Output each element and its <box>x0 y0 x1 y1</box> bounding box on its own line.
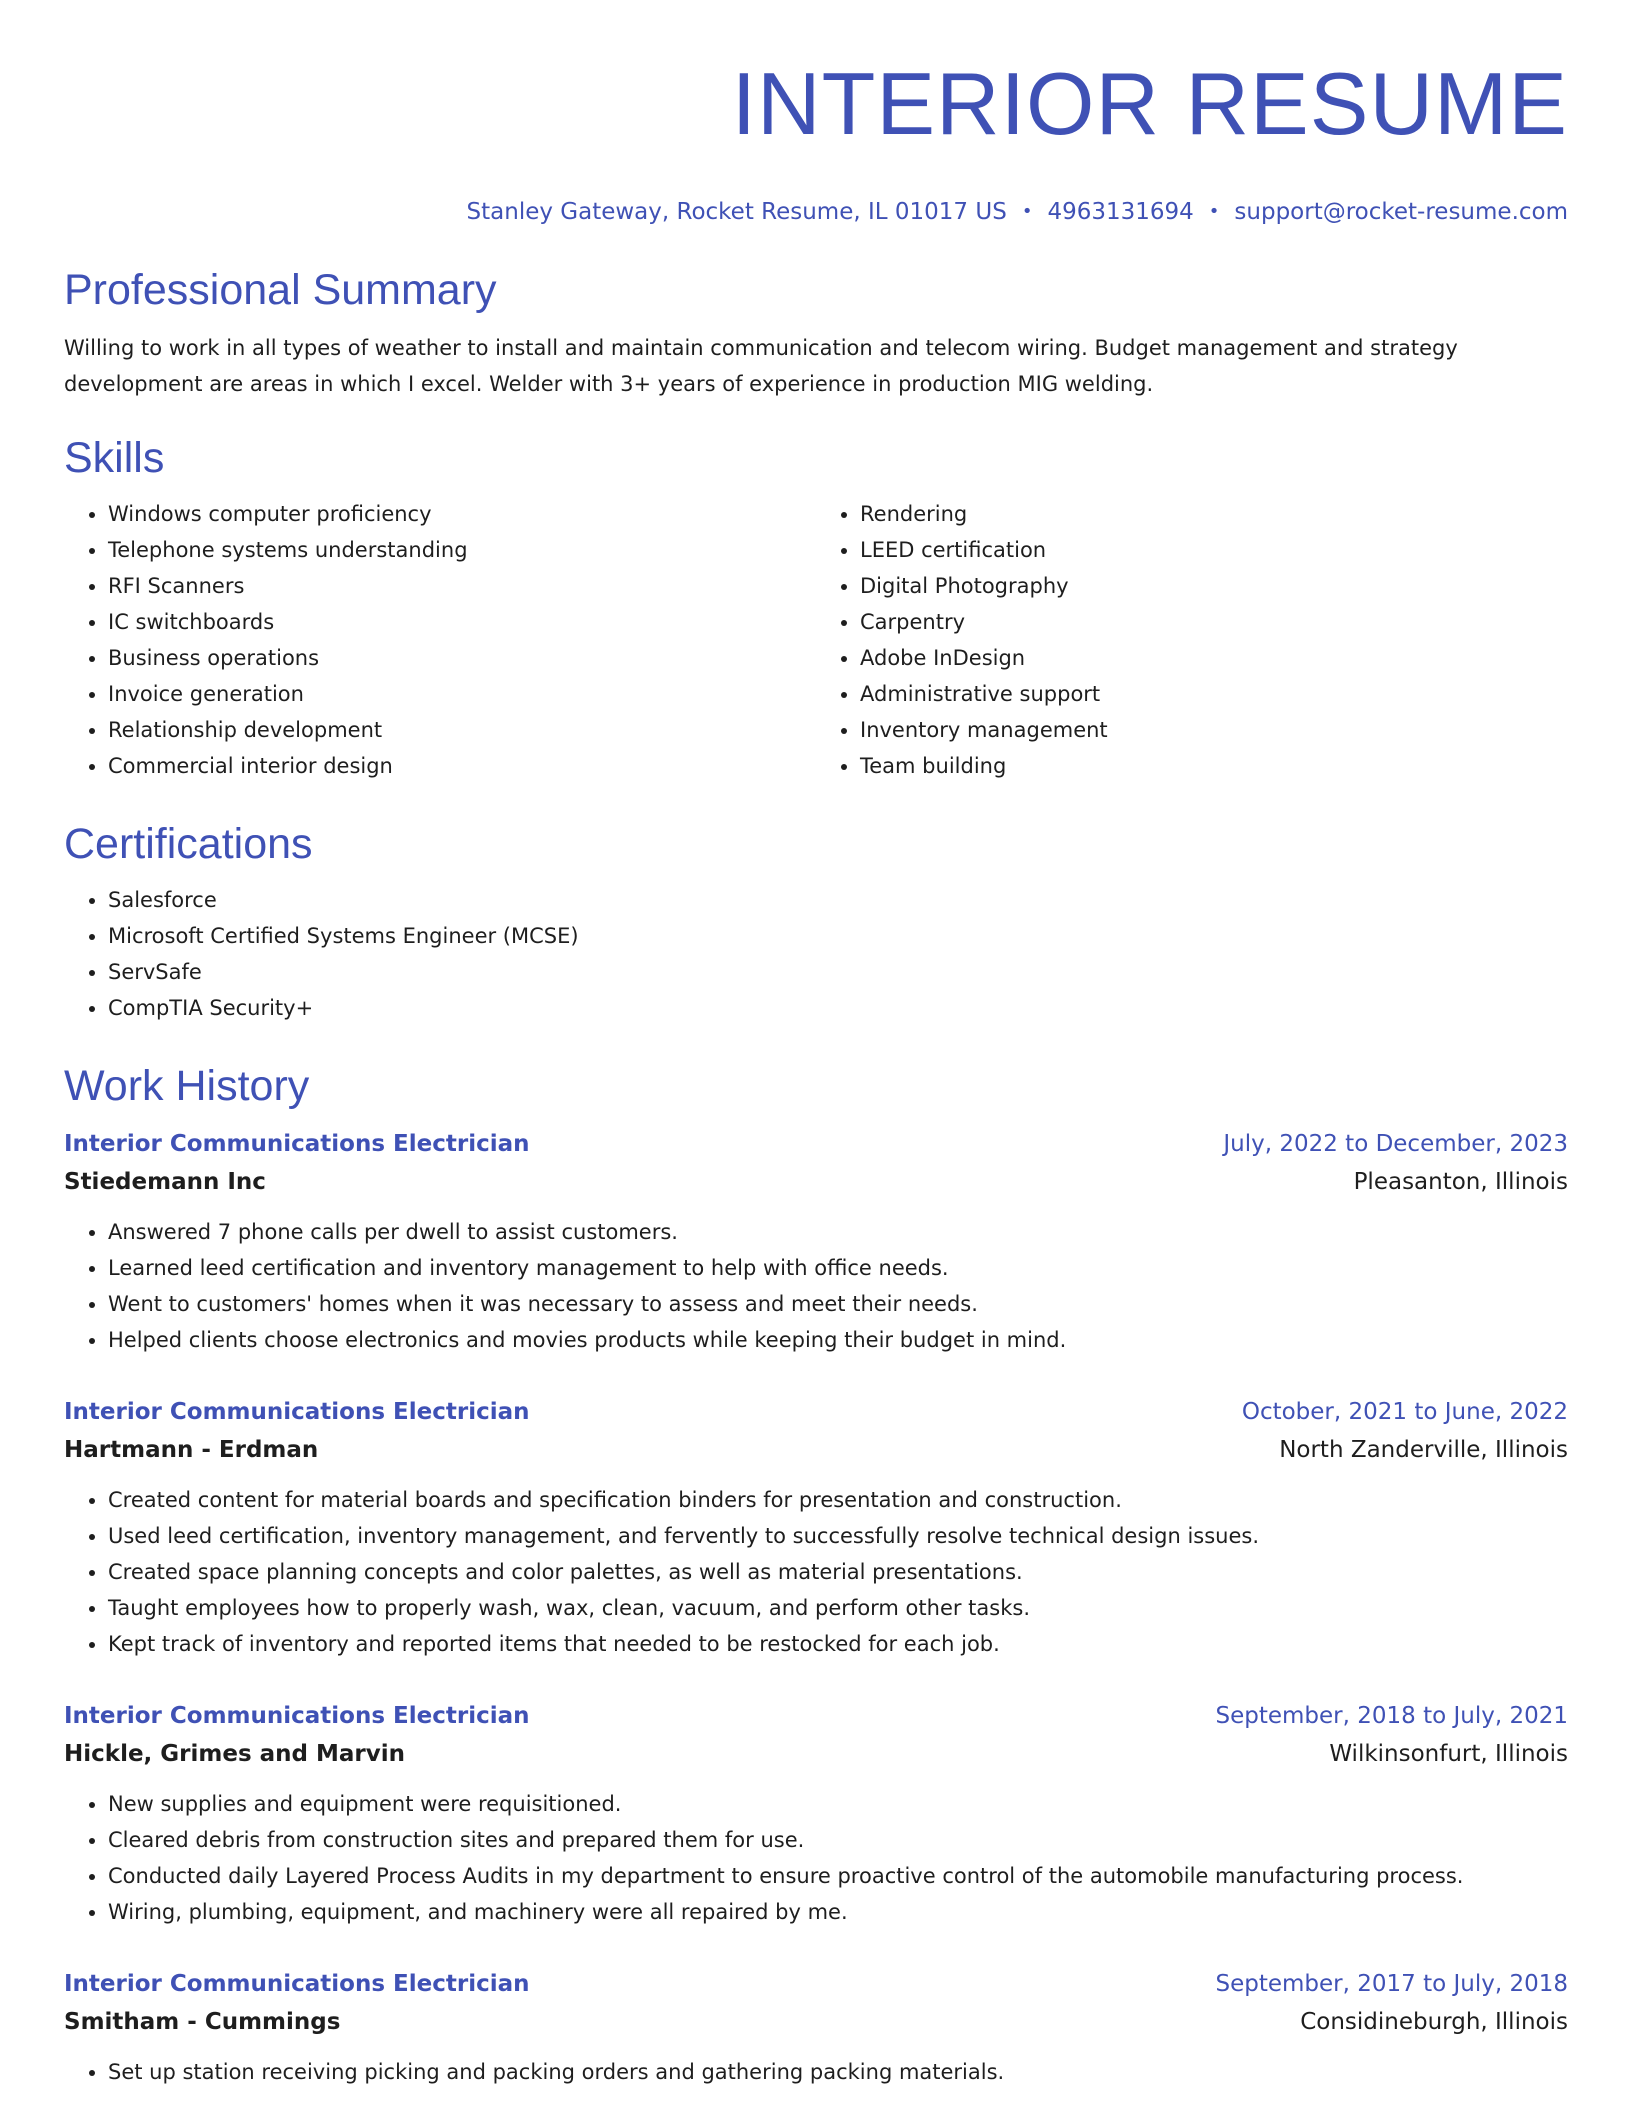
job-bullet: • Learned leed certification and inventory management to help with office needs. <box>108 1250 1568 1286</box>
contact-email: support@rocket-resume.com <box>1234 199 1568 225</box>
skill-item: • Rendering <box>860 496 1568 532</box>
skill-item: • Telephone systems understanding <box>108 532 816 568</box>
job-entry <box>64 1698 1568 1930</box>
summary-heading: Professional Summary <box>64 266 497 314</box>
job-bullet: • Answered 7 phone calls per dwell to assist customers. <box>108 1214 1568 1250</box>
job-company: Hickle, Grimes and Marvin <box>64 1741 406 1767</box>
skill-item: • IC switchboards <box>108 604 816 640</box>
job-title-row <box>64 1126 1568 1162</box>
skill-item: • Commercial interior design <box>108 748 816 784</box>
skill-item: • Digital Photography <box>860 568 1568 604</box>
certification-item: • Microsoft Certified Systems Engineer (MCSE) <box>108 918 1568 954</box>
job-bullet: • Conducted daily Layered Process Audits in my department to ensure proactive control of the automobile manufacturing process. <box>108 1858 1568 1894</box>
skill-item: • RFI Scanners <box>108 568 816 604</box>
skill-item: • Invoice generation <box>108 676 816 712</box>
job-bullets <box>64 1214 1568 1358</box>
contact-line <box>64 198 1568 226</box>
skills-grid <box>64 496 1568 784</box>
skill-item: • Inventory management <box>860 712 1568 748</box>
job-bullet: • Helped clients choose electronics and movies products while keeping their budget in mind. <box>108 1322 1568 1358</box>
job-dates: September, 2018 to July, 2021 <box>1215 1703 1568 1729</box>
skill-item: • Business operations <box>108 640 816 676</box>
job-bullet: • Used leed certification, inventory management, and fervently to successfully resolve technical design issues. <box>108 1518 1568 1554</box>
certification-item: • Salesforce <box>108 882 1568 918</box>
job-bullet: • Cleared debris from construction sites and prepared them for use. <box>108 1822 1568 1858</box>
skill-item: • Administrative support <box>860 676 1568 712</box>
job-company-row <box>64 1162 1568 1202</box>
job-company: Smitham - Cummings <box>64 2009 341 2035</box>
job-title: Interior Communications Electrician <box>64 1703 530 1729</box>
skill-item: • LEED certification <box>860 532 1568 568</box>
job-bullet: • Created space planning concepts and color palettes, as well as material presentations. <box>108 1554 1568 1590</box>
certification-item: • ServSafe <box>108 954 1568 990</box>
skill-item: • Adobe InDesign <box>860 640 1568 676</box>
work-history-heading: Work History <box>64 1062 310 1110</box>
job-dates: September, 2017 to July, 2018 <box>1215 1971 1568 1997</box>
job-location: Wilkinsonfurt, Illinois <box>1329 1741 1568 1767</box>
certifications-list <box>64 882 1568 1026</box>
job-dates: October, 2021 to June, 2022 <box>1241 1399 1568 1425</box>
job-title: Interior Communications Electrician <box>64 1399 530 1425</box>
skill-item: • Windows computer proficiency <box>108 496 816 532</box>
job-bullet: • Taught employees how to properly wash, wax, clean, vacuum, and perform other tasks. <box>108 1590 1568 1626</box>
job-bullet: • Set up station receiving picking and packing orders and gathering packing materials. <box>108 2054 1568 2090</box>
job-bullet: • Wiring, plumbing, equipment, and machinery were all repaired by me. <box>108 1894 1568 1930</box>
job-bullets <box>64 2054 1568 2090</box>
contact-phone: 4963131694 <box>1047 199 1194 225</box>
job-bullet: • Went to customers' homes when it was necessary to assess and meet their needs. <box>108 1286 1568 1322</box>
skills-heading: Skills <box>64 434 165 482</box>
job-dates: July, 2022 to December, 2023 <box>1223 1131 1568 1157</box>
job-title: Interior Communications Electrician <box>64 1131 530 1157</box>
summary-text: Willing to work in all types of weather to install and maintain communication and telecom wiring. Budget management and strategy development are areas in which I excel. Welder with 3+ years of experience in production MIG welding. <box>64 336 1458 396</box>
job-title: Interior Communications Electrician <box>64 1971 530 1997</box>
contact-address: Stanley Gateway, Rocket Resume, IL 01017 US <box>466 199 1007 225</box>
job-location: North Zanderville, Illinois <box>1279 1437 1568 1463</box>
resume-header <box>64 0 1568 226</box>
job-entry <box>64 1394 1568 1662</box>
skill-item: • Team building <box>860 748 1568 784</box>
job-entry <box>64 1126 1568 1358</box>
resume-name: INTERIOR RESUME <box>731 54 1568 153</box>
job-bullets <box>64 1786 1568 1930</box>
job-bullet: • Kept track of inventory and reported items that needed to be restocked for each job. <box>108 1626 1568 1662</box>
job-company-row <box>64 2002 1568 2042</box>
contact-separator: • <box>1021 201 1033 222</box>
skills-list-left <box>64 496 816 784</box>
skill-item: • Relationship development <box>108 712 816 748</box>
job-bullet: • Created content for material boards and specification binders for presentation and construction. <box>108 1482 1568 1518</box>
certifications-heading: Certifications <box>64 820 313 868</box>
skills-list-right <box>816 496 1568 784</box>
skill-item: • Carpentry <box>860 604 1568 640</box>
job-company: Hartmann - Erdman <box>64 1437 319 1463</box>
job-entry <box>64 1966 1568 2090</box>
job-company-row <box>64 1734 1568 1774</box>
job-company: Stiedemann Inc <box>64 1169 266 1195</box>
job-bullets <box>64 1482 1568 1662</box>
job-title-row <box>64 1394 1568 1430</box>
job-company-row <box>64 1430 1568 1470</box>
job-location: Pleasanton, Illinois <box>1353 1169 1568 1195</box>
contact-separator: • <box>1208 201 1220 222</box>
job-bullet: • New supplies and equipment were requisitioned. <box>108 1786 1568 1822</box>
job-location: Considineburgh, Illinois <box>1300 2009 1568 2035</box>
job-title-row <box>64 1698 1568 1734</box>
job-title-row <box>64 1966 1568 2002</box>
certification-item: • CompTIA Security+ <box>108 990 1568 1026</box>
